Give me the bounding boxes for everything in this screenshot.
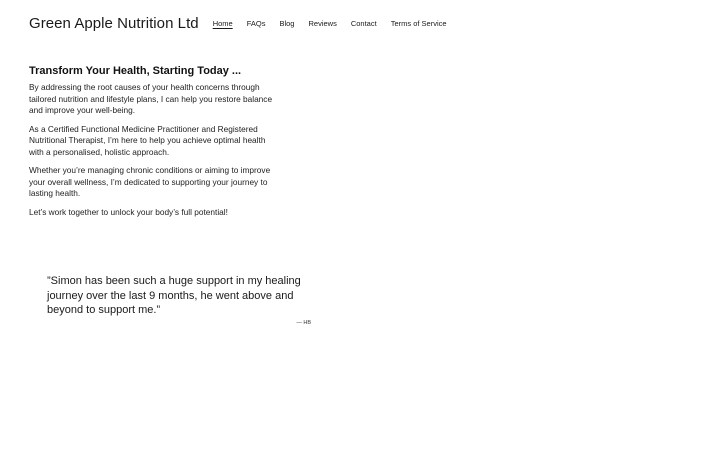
nav-reviews-link[interactable]: Reviews [308,19,337,28]
intro-paragraph-root-causes: By addressing the root causes of your health concerns through tailored nutrition and lifestyle plans, I can help you restore balance and improve your well-being. [29,82,273,115]
nav-home-link[interactable]: Home [212,19,233,28]
intro-paragraph-credentials: As a Certified Functional Medicine Practitioner and Registered Nutritional Therapist, I’m here to help you achieve optimal health with a personalised, holistic approach. [29,123,266,157]
nav-blog-link[interactable]: Blog [279,19,295,28]
site-header [29,12,691,34]
nav-terms-of-service-link[interactable]: Terms of Service [390,19,447,28]
intro-paragraph-wellness: Whether you’re managing chronic conditions or aiming to improve your overall wellness, I’m dedicated to supporting your journey to lasting health. [29,165,271,198]
intro-heading: Transform Your Health, Starting Today ... [29,65,242,77]
nav-contact-link[interactable]: Contact [350,19,377,28]
site-title[interactable]: Green Apple Nutrition Ltd [29,14,199,32]
testimonial-quote: ”Simon has been such a huge support in my healing journey over the last 9 months, he went above and beyond to support me.” [47,275,301,317]
nav-faqs-link[interactable]: FAQs [246,19,266,28]
main-nav [213,19,447,28]
testimonial-attribution: — HB [296,319,311,326]
intro-paragraph-call-to-action: Let’s work together to unlock your body’s full potential! [29,206,228,217]
intro-section [29,64,279,225]
testimonial-block [47,274,315,326]
